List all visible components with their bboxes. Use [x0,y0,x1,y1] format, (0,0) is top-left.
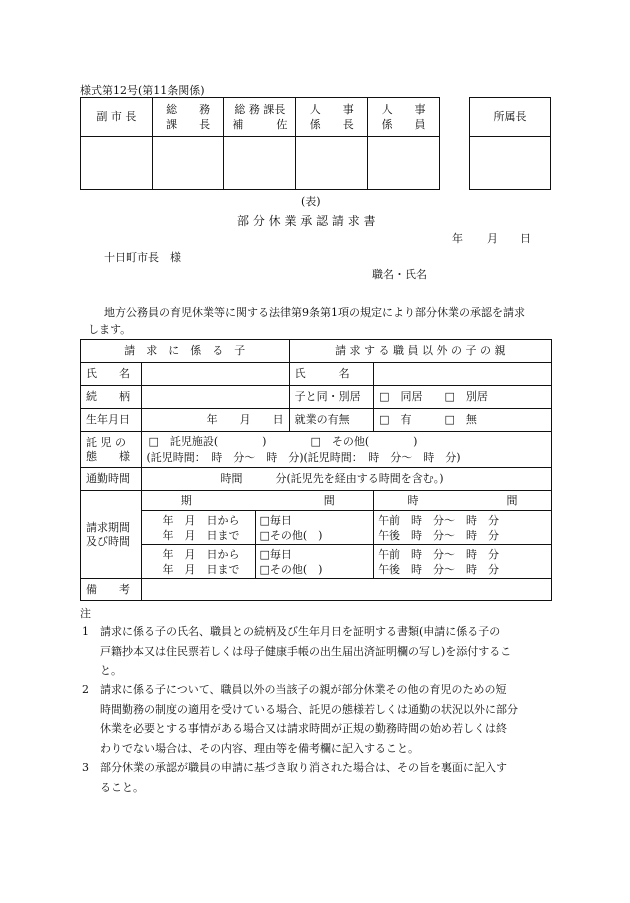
note-item-1: 1 請求に係る子の氏名、職員との続柄及び生年月日を証明する書類(申請に係る子の 戸籍抄本又は住民票若しくは母子健康手帳の出生届出済証明欄の写し)を添付するこ と。 [82,625,512,677]
note-item-2: 2 請求に係る子について、職員以外の当該子の親が部分休業その他の育児のための短 時間勤務の制度の適用を受けている場合、託児の態様若しくは通勤の状況以外に部分 休業を必要とする事情がある場合又は請求時間が正規の勤務時間の始め若しくは終 わりでない場合は、その内容、理由等を備考欄に記入すること。 [82,683,518,755]
addressee: 十日町市長 様 [104,251,181,264]
period-row-2-divider [255,545,256,578]
date-year-label: 年 [452,232,463,245]
period-row-2[interactable] [142,545,374,579]
period-row-1-other-option[interactable]: □その他( ) [259,529,323,542]
relation-label: 続 柄 [81,386,142,409]
time-row-1-pm: 午後 時 分～ 時 分 [378,529,500,542]
approval-header-personnel-section-chief: 人 事 係 長 [296,98,368,137]
approval-header-affiliation-head: 所属長 [470,98,551,137]
parent-section-header: 請 求 す る 職 員 以 外 の 子 の 親 [289,340,551,363]
care-type-label: 託 児 の 態 様 [81,432,142,468]
stamp-box-personnel-staff[interactable] [368,137,440,190]
time-row-2-am: 午前 時 分～ 時 分 [378,548,500,561]
care-facility-option[interactable]: □ 託児施設( ) [148,435,267,448]
care-other-time: (託児時間： 時 分～ 時 分) [303,451,461,464]
period-row-1-to: 年 月 日まで [162,529,240,542]
relation-field[interactable] [142,386,289,409]
approval-header-personnel-staff: 人 事 係 員 [368,98,440,137]
care-facility-time: (託児時間： 時 分～ 時 分) [146,451,304,464]
period-row-1[interactable] [142,511,374,545]
birthdate-label: 生年月日 [81,409,142,432]
stamp-box-general-affairs-chief[interactable] [152,137,224,190]
period-row-1-from: 年 月 日から [162,514,240,527]
period-label: 請求期間 及び時間 [81,491,142,579]
intro-text-line2: します。 [88,323,132,336]
remarks-label: 備 考 [81,579,142,601]
employment-options[interactable]: □ 有 □ 無 [374,409,552,432]
child-name-field[interactable] [142,363,289,386]
period-row-2-to: 年 月 日まで [162,563,240,576]
period-row-2-daily-option[interactable]: □毎日 [259,548,292,561]
period-row-1-daily-option[interactable]: □毎日 [259,514,292,527]
time-row-1[interactable] [374,511,552,545]
date-month-label: 月 [487,232,498,245]
intro-text-line1: 地方公務員の育児休業等に関する法律第9条第1項の規定により部分休業の承認を請求 [104,306,525,319]
form-number: 様式第12号(第11条関係) [80,84,205,97]
child-section-header: 請 求 に 係 る 子 [81,340,290,363]
request-table [80,339,552,601]
period-row-2-from: 年 月 日から [162,548,240,561]
document-title: 部 分 休 業 承 認 請 求 書 [237,214,376,228]
remarks-field[interactable] [142,579,552,601]
approval-header-assistant-chief: 総 務 課長 補 佐 [224,98,296,137]
period-header: 期 間 [142,491,374,511]
period-row-2-other-option[interactable]: □その他( ) [259,563,323,576]
time-row-2-pm: 午後 時 分～ 時 分 [378,563,500,576]
period-row-1-divider [255,511,256,544]
time-row-2[interactable] [374,545,552,579]
care-other-option[interactable]: □ その他( ) [310,435,418,448]
approval-header-vice-mayor: 副 市 長 [81,98,153,137]
birthdate-field[interactable]: 年 月 日 [142,409,289,432]
approval-stamp-table [80,97,440,190]
stamp-box-affiliation-head[interactable] [470,137,551,190]
note-item-3: 3 部分休業の承認が職員の申請に基づき取り消された場合は、その旨を裏面に記入す ること。 [82,761,507,794]
employment-label: 就業の有無 [289,409,373,432]
time-header: 時 間 [374,491,552,511]
parent-name-label: 氏 名 [289,363,373,386]
stamp-box-assistant-chief[interactable] [224,137,296,190]
notes-heading: 注 [80,607,91,620]
cohabit-options[interactable]: □ 同居 □ 別居 [374,386,552,409]
time-row-1-am: 午前 時 分～ 時 分 [378,514,500,527]
stamp-box-vice-mayor[interactable] [81,137,153,190]
applicant-label: 職名・氏名 [372,268,427,281]
date-day-label: 日 [520,232,531,245]
care-type-field[interactable] [142,432,552,468]
approval-header-general-affairs-chief: 総 務 課 長 [152,98,224,137]
affiliation-stamp-table [469,97,551,190]
stamp-box-personnel-section-chief[interactable] [296,137,368,190]
commute-label: 通勤時間 [81,468,142,491]
commute-field[interactable]: 時間 分(託児先を経由する時間を含む。) [142,468,552,491]
side-label: (表) [301,195,321,208]
cohabit-label: 子と同・別居 [289,386,373,409]
parent-name-field[interactable] [374,363,552,386]
child-name-label: 氏 名 [81,363,142,386]
